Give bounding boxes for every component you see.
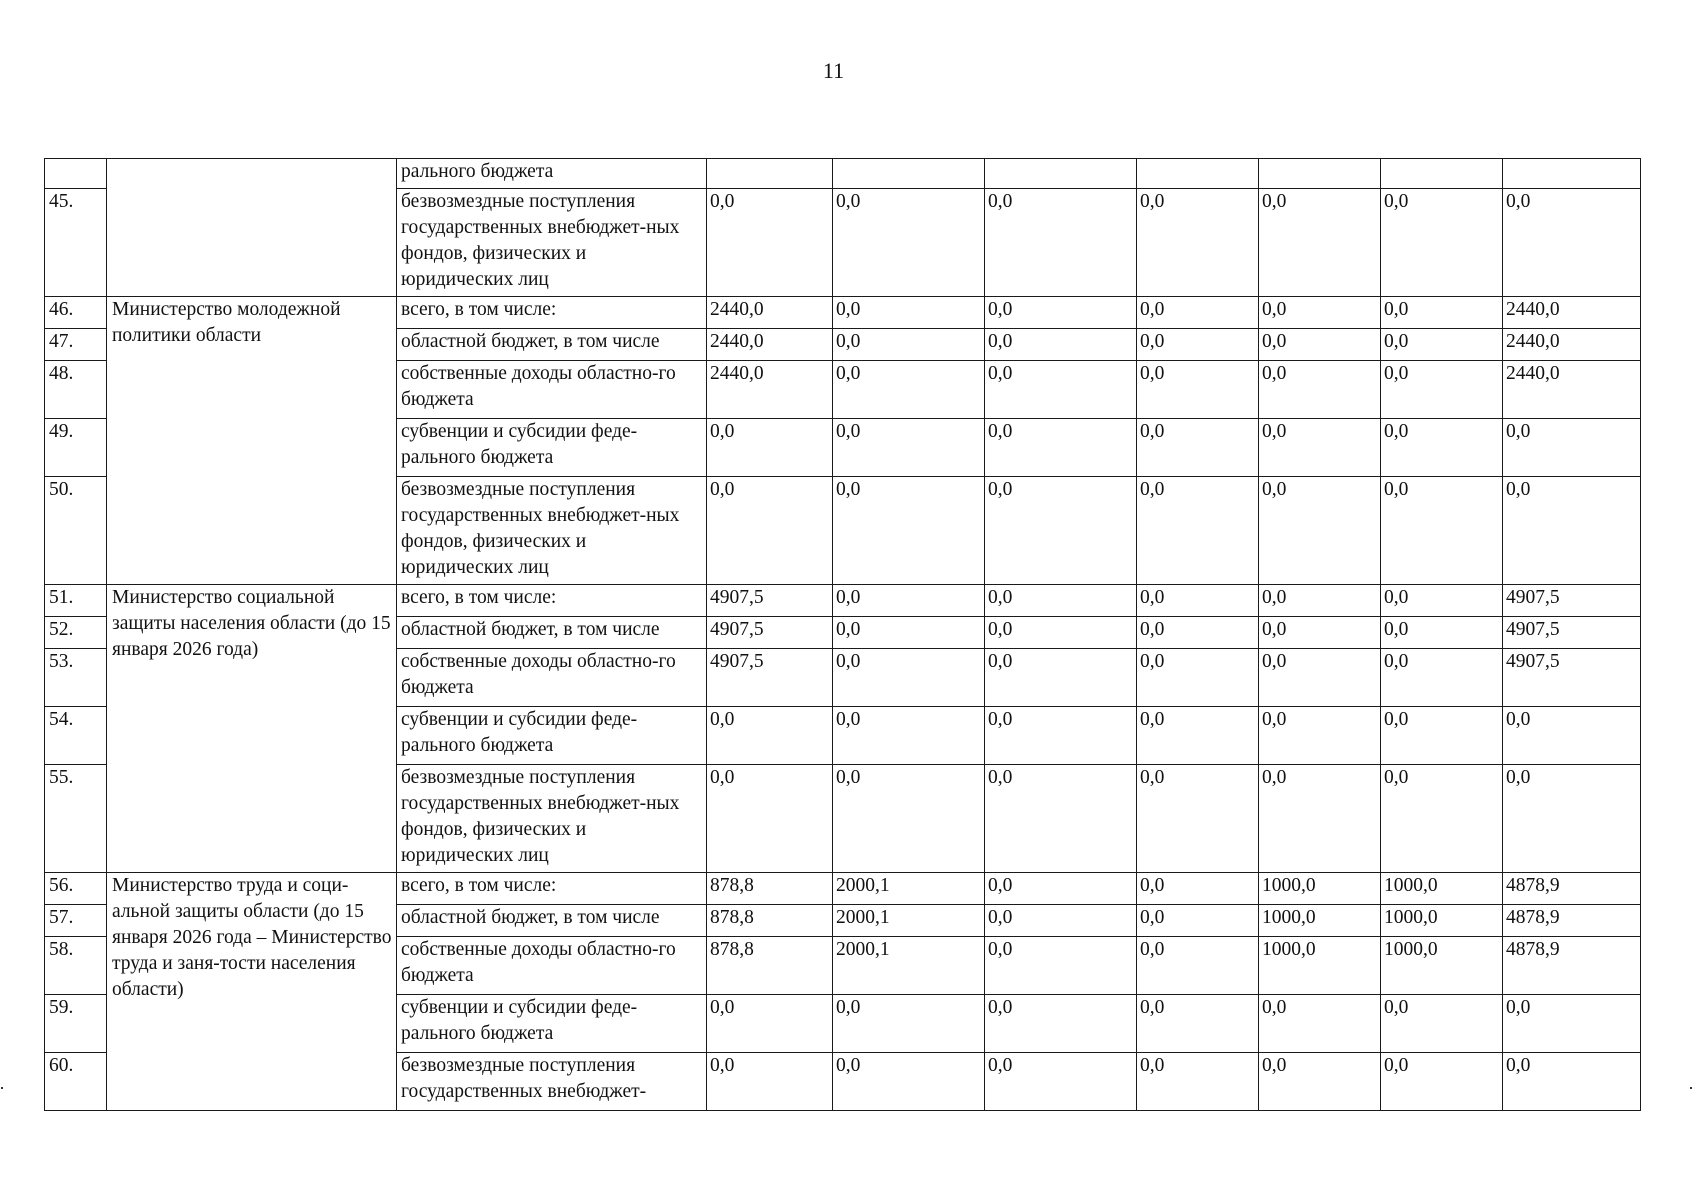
value-cell: 0,0 xyxy=(1503,419,1641,477)
value-cell: 0,0 xyxy=(1259,765,1381,873)
value-cell: 0,0 xyxy=(707,477,833,585)
value-cell xyxy=(833,159,985,189)
value-cell: 0,0 xyxy=(985,189,1137,297)
value-cell: 878,8 xyxy=(707,937,833,995)
value-cell: 0,0 xyxy=(985,297,1137,329)
value-cell: 2440,0 xyxy=(1503,361,1641,419)
value-cell: 2440,0 xyxy=(707,329,833,361)
value-cell: 0,0 xyxy=(707,765,833,873)
value-cell: 0,0 xyxy=(1259,329,1381,361)
value-cell: 0,0 xyxy=(1259,707,1381,765)
value-cell: 4907,5 xyxy=(707,649,833,707)
funding-source: собственные доходы областно-го бюджета xyxy=(397,361,707,419)
value-cell: 0,0 xyxy=(1137,585,1259,617)
value-cell: 4878,9 xyxy=(1503,937,1641,995)
value-cell: 0,0 xyxy=(1259,419,1381,477)
organization-name: Министерство социальной защиты населения области (до 15 января 2026 года) xyxy=(107,585,397,873)
value-cell: 878,8 xyxy=(707,873,833,905)
value-cell: 4878,9 xyxy=(1503,873,1641,905)
value-cell: 0,0 xyxy=(985,707,1137,765)
value-cell: 0,0 xyxy=(1137,477,1259,585)
value-cell: 0,0 xyxy=(1503,765,1641,873)
value-cell: 0,0 xyxy=(833,297,985,329)
value-cell: 0,0 xyxy=(833,649,985,707)
value-cell: 0,0 xyxy=(985,419,1137,477)
value-cell: 0,0 xyxy=(1137,1053,1259,1111)
value-cell: 2440,0 xyxy=(707,361,833,419)
value-cell: 0,0 xyxy=(1137,189,1259,297)
value-cell: 0,0 xyxy=(1259,189,1381,297)
value-cell xyxy=(1259,159,1381,189)
row-number: 52. xyxy=(45,617,107,649)
value-cell: 0,0 xyxy=(1259,1053,1381,1111)
value-cell: 0,0 xyxy=(1259,477,1381,585)
funding-source: субвенции и субсидии феде-рального бюджета xyxy=(397,707,707,765)
value-cell: 0,0 xyxy=(1381,329,1503,361)
page-number: 11 xyxy=(822,58,845,83)
funding-source: безвозмездные поступления государственных внебюджет-ных фондов, физических и юридических лиц xyxy=(397,189,707,297)
value-cell: 4907,5 xyxy=(1503,617,1641,649)
value-cell: 0,0 xyxy=(1503,477,1641,585)
value-cell xyxy=(985,159,1137,189)
table-body xyxy=(45,159,1641,1111)
funding-source: рального бюджета xyxy=(397,159,707,189)
value-cell: 0,0 xyxy=(1137,707,1259,765)
value-cell: 0,0 xyxy=(833,189,985,297)
value-cell: 0,0 xyxy=(1137,361,1259,419)
funding-source: областной бюджет, в том числе xyxy=(397,617,707,649)
value-cell: 0,0 xyxy=(1503,1053,1641,1111)
value-cell: 1000,0 xyxy=(1259,873,1381,905)
organization-name: Министерство молодежной политики области xyxy=(107,297,397,585)
value-cell: 0,0 xyxy=(1381,617,1503,649)
organization-name: Министерство труда и соци-альной защиты области (до 15 января 2026 года – Министерство труда и заня-тости населения области) xyxy=(107,873,397,1111)
funding-source: всего, в том числе: xyxy=(397,585,707,617)
value-cell: 0,0 xyxy=(1137,873,1259,905)
row-number: 49. xyxy=(45,419,107,477)
value-cell: 0,0 xyxy=(1137,617,1259,649)
funding-source: субвенции и субсидии феде-рального бюджета xyxy=(397,995,707,1053)
row-number: 60. xyxy=(45,1053,107,1111)
funding-source: областной бюджет, в том числе xyxy=(397,905,707,937)
value-cell: 0,0 xyxy=(1137,905,1259,937)
value-cell: 0,0 xyxy=(1137,329,1259,361)
value-cell xyxy=(1381,159,1503,189)
scan-mark xyxy=(1690,1087,1692,1089)
value-cell: 0,0 xyxy=(985,765,1137,873)
row-number: 51. xyxy=(45,585,107,617)
value-cell: 0,0 xyxy=(1381,649,1503,707)
value-cell: 0,0 xyxy=(833,585,985,617)
funding-source: областной бюджет, в том числе xyxy=(397,329,707,361)
value-cell: 1000,0 xyxy=(1259,937,1381,995)
value-cell: 0,0 xyxy=(707,189,833,297)
row-number: 45. xyxy=(45,189,107,297)
funding-source: безвозмездные поступления государственных внебюджет- xyxy=(397,1053,707,1111)
value-cell: 0,0 xyxy=(833,1053,985,1111)
value-cell: 0,0 xyxy=(1503,995,1641,1053)
value-cell: 0,0 xyxy=(1381,189,1503,297)
value-cell: 2000,1 xyxy=(833,905,985,937)
value-cell: 1000,0 xyxy=(1259,905,1381,937)
funding-source: всего, в том числе: xyxy=(397,873,707,905)
value-cell: 0,0 xyxy=(1259,617,1381,649)
value-cell: 0,0 xyxy=(1259,649,1381,707)
value-cell: 0,0 xyxy=(1381,297,1503,329)
row-number: 59. xyxy=(45,995,107,1053)
value-cell: 0,0 xyxy=(1137,419,1259,477)
value-cell: 878,8 xyxy=(707,905,833,937)
value-cell: 0,0 xyxy=(833,361,985,419)
scan-mark xyxy=(1,1087,3,1089)
value-cell: 2440,0 xyxy=(1503,329,1641,361)
value-cell: 0,0 xyxy=(985,585,1137,617)
value-cell: 1000,0 xyxy=(1381,905,1503,937)
value-cell: 0,0 xyxy=(833,477,985,585)
value-cell: 0,0 xyxy=(985,477,1137,585)
value-cell: 0,0 xyxy=(833,419,985,477)
funding-source: безвозмездные поступления государственных внебюджет-ных фондов, физических и юридических лиц xyxy=(397,477,707,585)
value-cell: 4907,5 xyxy=(1503,585,1641,617)
value-cell: 4907,5 xyxy=(707,617,833,649)
value-cell: 0,0 xyxy=(985,873,1137,905)
funding-source: безвозмездные поступления государственных внебюджет-ных фондов, физических и юридических лиц xyxy=(397,765,707,873)
value-cell: 2000,1 xyxy=(833,873,985,905)
row-number: 46. xyxy=(45,297,107,329)
table-row xyxy=(45,873,1641,905)
row-number: 54. xyxy=(45,707,107,765)
value-cell: 0,0 xyxy=(833,707,985,765)
value-cell: 0,0 xyxy=(1381,707,1503,765)
funding-source: собственные доходы областно-го бюджета xyxy=(397,649,707,707)
value-cell: 0,0 xyxy=(1381,1053,1503,1111)
value-cell: 0,0 xyxy=(1381,995,1503,1053)
row-number: 50. xyxy=(45,477,107,585)
value-cell: 0,0 xyxy=(985,1053,1137,1111)
value-cell: 4907,5 xyxy=(707,585,833,617)
value-cell: 4878,9 xyxy=(1503,905,1641,937)
value-cell: 0,0 xyxy=(1259,995,1381,1053)
table-row xyxy=(45,159,1641,189)
budget-table xyxy=(44,158,1641,1111)
row-number: 47. xyxy=(45,329,107,361)
value-cell: 0,0 xyxy=(1137,649,1259,707)
value-cell: 0,0 xyxy=(985,937,1137,995)
value-cell: 0,0 xyxy=(1137,297,1259,329)
row-number: 56. xyxy=(45,873,107,905)
value-cell: 0,0 xyxy=(833,617,985,649)
value-cell: 0,0 xyxy=(1503,189,1641,297)
value-cell: 0,0 xyxy=(985,649,1137,707)
value-cell: 1000,0 xyxy=(1381,873,1503,905)
value-cell: 0,0 xyxy=(1381,477,1503,585)
value-cell: 0,0 xyxy=(1381,361,1503,419)
value-cell xyxy=(1137,159,1259,189)
value-cell: 0,0 xyxy=(707,707,833,765)
row-number: 55. xyxy=(45,765,107,873)
value-cell: 0,0 xyxy=(1137,937,1259,995)
row-number xyxy=(45,159,107,189)
table-row xyxy=(45,297,1641,329)
value-cell: 0,0 xyxy=(1259,585,1381,617)
value-cell xyxy=(1503,159,1641,189)
value-cell: 0,0 xyxy=(985,329,1137,361)
funding-source: субвенции и субсидии феде-рального бюджета xyxy=(397,419,707,477)
row-number: 48. xyxy=(45,361,107,419)
funding-source: всего, в том числе: xyxy=(397,297,707,329)
value-cell: 0,0 xyxy=(1137,765,1259,873)
value-cell: 0,0 xyxy=(707,1053,833,1111)
value-cell: 2440,0 xyxy=(1503,297,1641,329)
value-cell: 0,0 xyxy=(707,419,833,477)
value-cell: 0,0 xyxy=(833,995,985,1053)
value-cell xyxy=(707,159,833,189)
value-cell: 0,0 xyxy=(1137,995,1259,1053)
organization-name xyxy=(107,159,397,297)
table-row xyxy=(45,585,1641,617)
value-cell: 0,0 xyxy=(833,765,985,873)
value-cell: 0,0 xyxy=(707,995,833,1053)
value-cell: 2000,1 xyxy=(833,937,985,995)
value-cell: 0,0 xyxy=(1259,297,1381,329)
value-cell: 0,0 xyxy=(985,361,1137,419)
funding-source: собственные доходы областно-го бюджета xyxy=(397,937,707,995)
value-cell: 0,0 xyxy=(833,329,985,361)
value-cell: 0,0 xyxy=(1381,419,1503,477)
value-cell: 1000,0 xyxy=(1381,937,1503,995)
value-cell: 0,0 xyxy=(1259,361,1381,419)
value-cell: 4907,5 xyxy=(1503,649,1641,707)
value-cell: 2440,0 xyxy=(707,297,833,329)
row-number: 57. xyxy=(45,905,107,937)
value-cell: 0,0 xyxy=(1381,585,1503,617)
value-cell: 0,0 xyxy=(985,995,1137,1053)
row-number: 58. xyxy=(45,937,107,995)
row-number: 53. xyxy=(45,649,107,707)
value-cell: 0,0 xyxy=(985,617,1137,649)
value-cell: 0,0 xyxy=(1503,707,1641,765)
value-cell: 0,0 xyxy=(1381,765,1503,873)
value-cell: 0,0 xyxy=(985,905,1137,937)
